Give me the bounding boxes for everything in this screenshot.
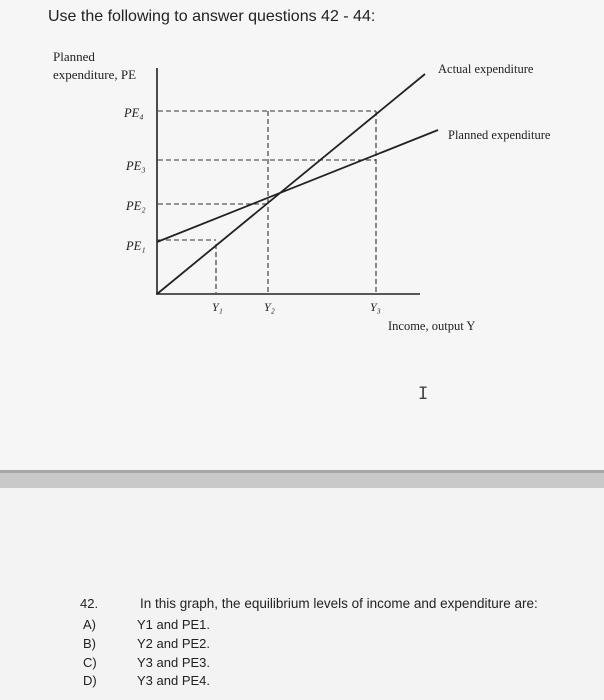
choice-a-letter: A) [83, 617, 96, 632]
y-axis-label-line1: Planned [53, 49, 95, 64]
choice-a-text[interactable]: Y1 and PE1. [137, 617, 210, 632]
tick-y1: Y₁ [212, 300, 223, 314]
choice-d-text[interactable]: Y3 and PE4. [137, 673, 210, 688]
series-label-planned: Planned expenditure [448, 128, 551, 142]
choice-c-letter: C) [83, 655, 97, 670]
series-label-actual: Actual expenditure [438, 62, 534, 76]
question-number: 42. [80, 596, 99, 611]
text-cursor-icon: I [418, 384, 429, 404]
tick-pe4: PE₄ [124, 106, 144, 120]
series-lines [157, 74, 438, 294]
y-axis-label-line2: expenditure, PE [53, 67, 137, 82]
choice-b-letter: B) [83, 636, 96, 651]
choice-d-letter: D) [83, 673, 97, 688]
choice-c-text[interactable]: Y3 and PE3. [137, 655, 210, 670]
question-stem: In this graph, the equilibrium levels of income and expenditure are: [140, 596, 538, 611]
line-planned-expenditure [157, 130, 438, 242]
page-divider [0, 470, 604, 488]
tick-pe3: PE₃ [126, 159, 146, 173]
x-axis-label: Income, output Y [388, 319, 476, 333]
tick-pe1: PE₁ [126, 239, 146, 253]
line-actual-expenditure [157, 74, 425, 294]
tick-y3: Y₃ [370, 300, 381, 314]
instructions-heading: Use the following to answer questions 42 - 44: [48, 8, 376, 25]
choice-b-text[interactable]: Y2 and PE2. [137, 636, 210, 651]
tick-pe2: PE₂ [126, 199, 146, 213]
tick-y2: Y₂ [264, 300, 275, 314]
